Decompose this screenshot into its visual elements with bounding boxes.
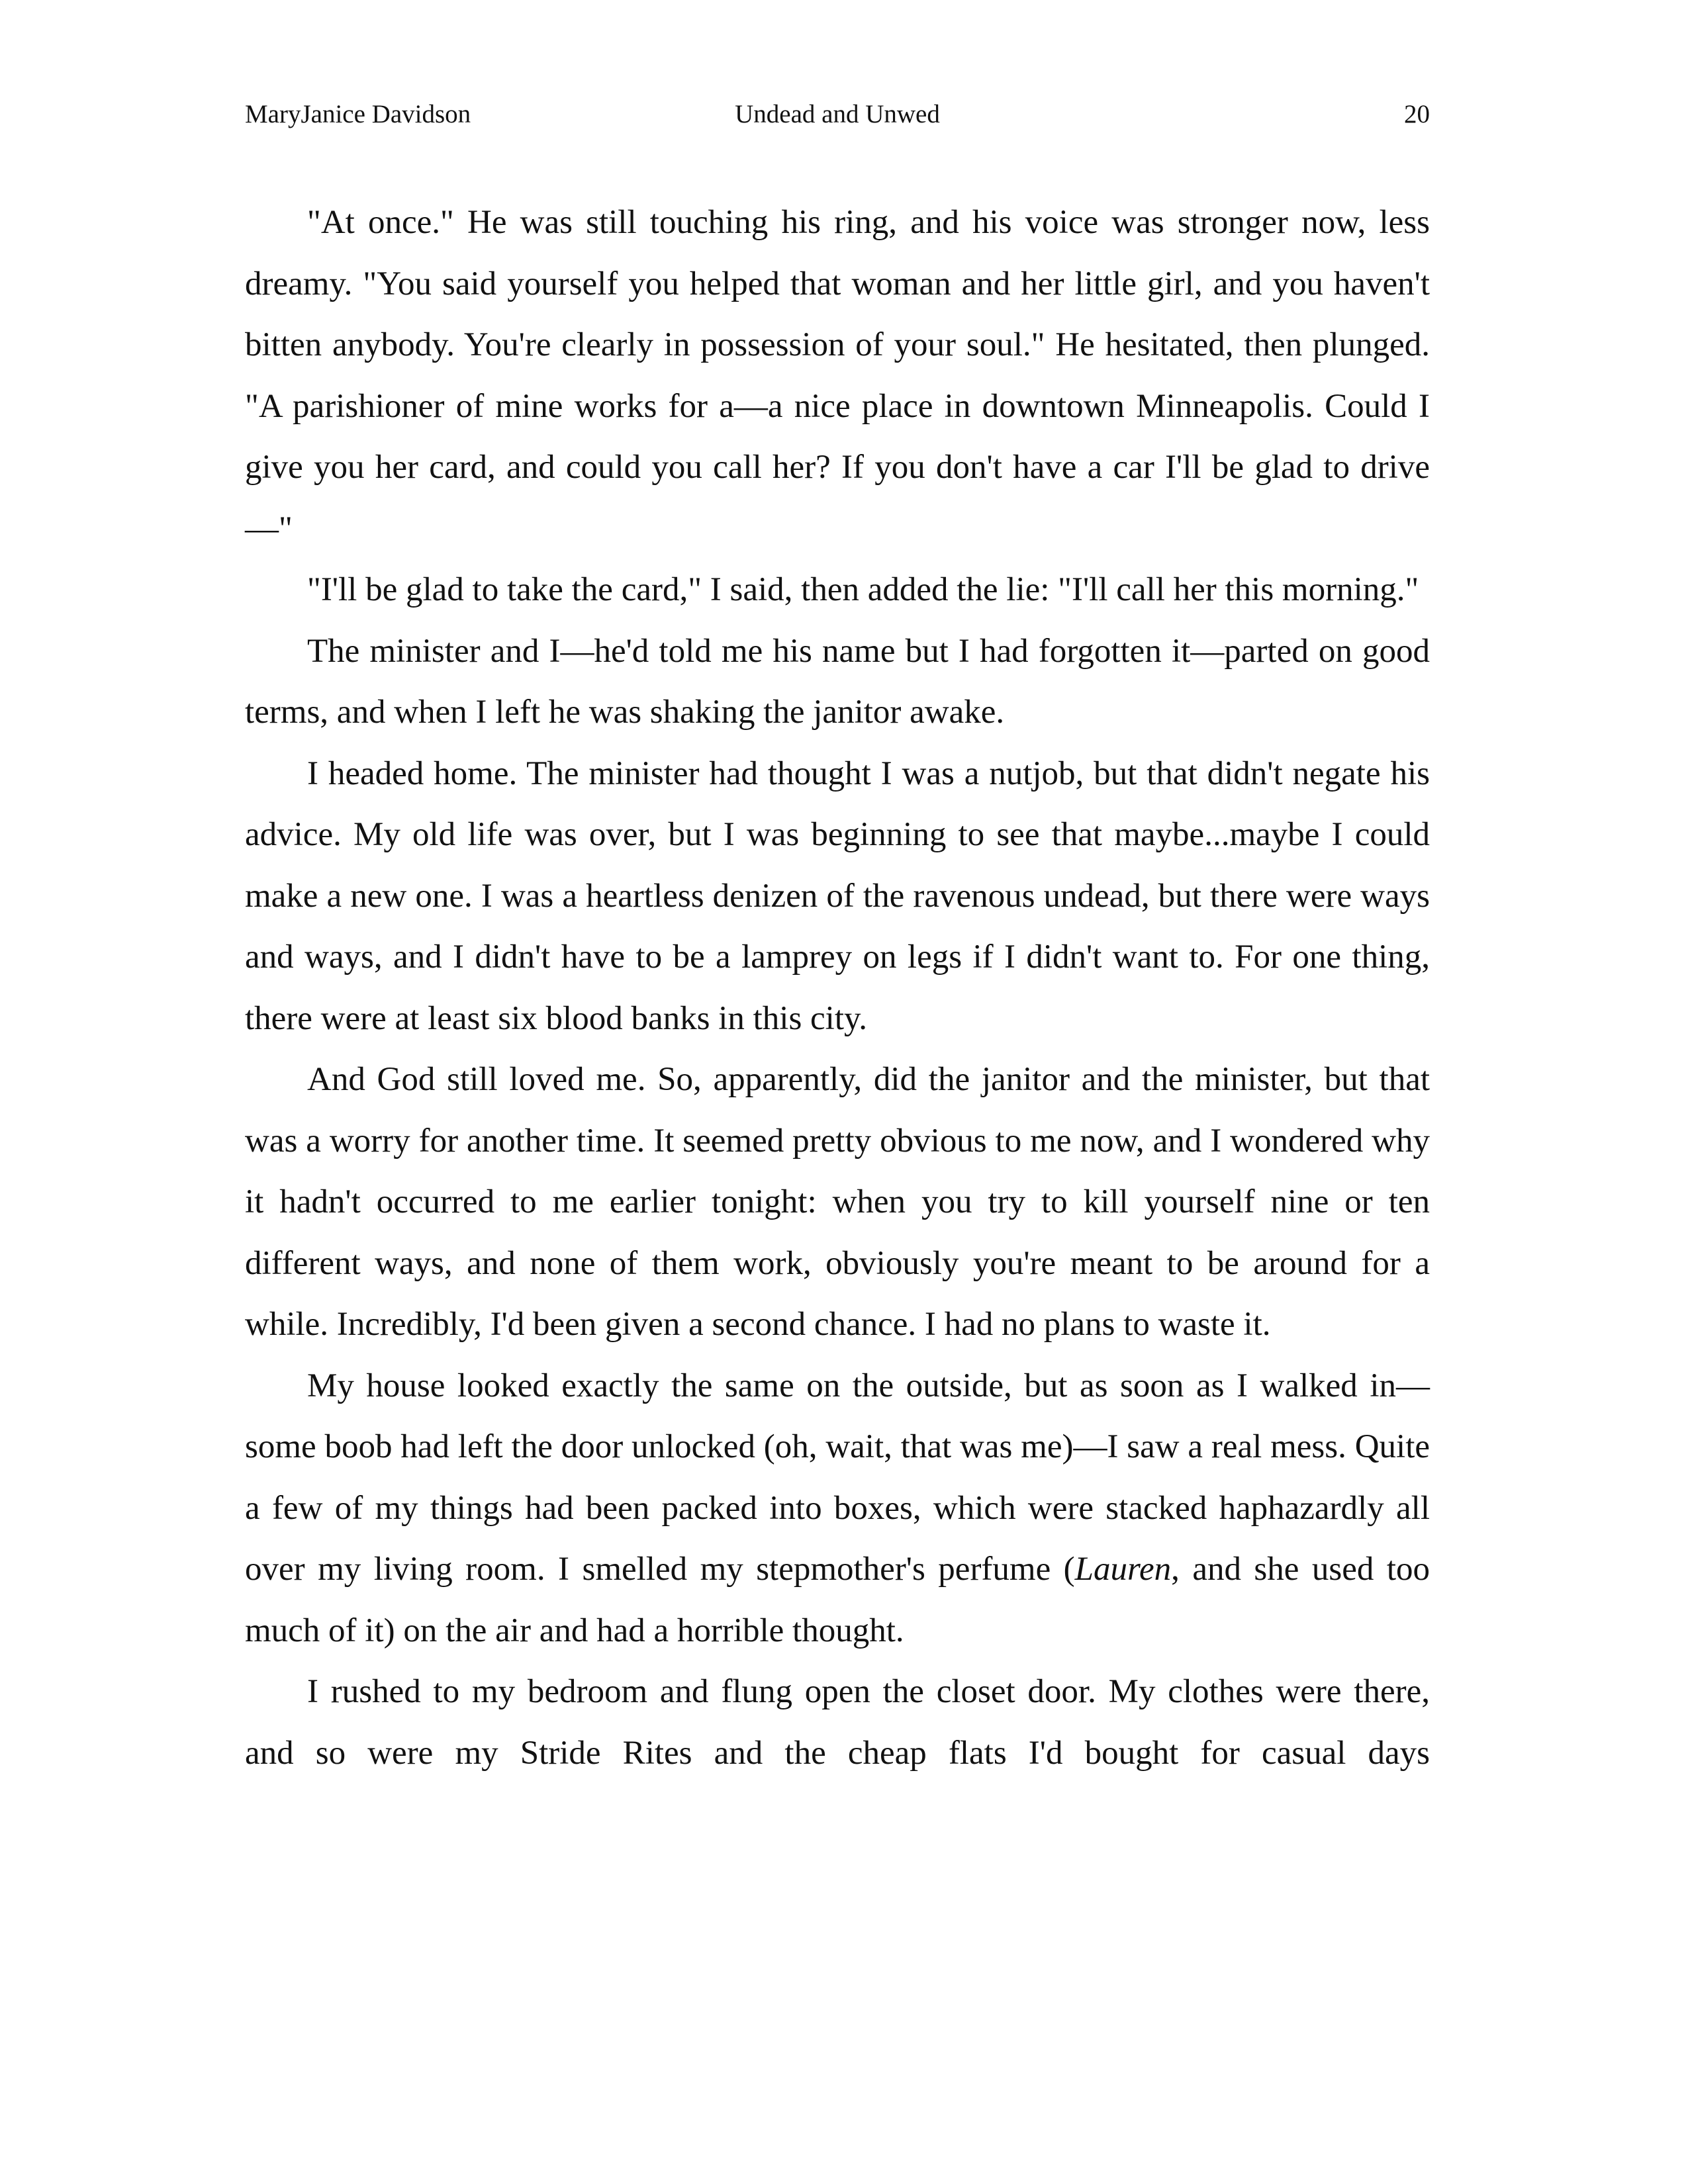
header-page-number: 20 xyxy=(1404,100,1430,128)
paragraph-text: My house looked exactly the same on the outside, but as soon as I walked in—some boob had left the door unlocked (oh, wait, that was me)—I saw a real mess. Quite a few of my things had been packed into boxes, which were stacked haphazardly all over my living room. I smelled my stepmother's perfume ( xyxy=(245,1367,1430,1588)
paragraph xyxy=(245,1355,1430,1662)
paragraph: And God still loved me. So, apparently, did the janitor and the minister, but that was a worry for another time. It seemed pretty obvious to me now, and I wondered why it hadn't occurred to me earlier tonight: when you try to kill yourself nine or ten different ways, and none of them work, obviously you're meant to be around for a while. Incredibly, I'd been given a second chance. I had no plans to waste it. xyxy=(245,1061,1430,1343)
paragraph: The minister and I—he'd told me his name but I had forgotten it—parted on good terms, and when I left he was shaking the janitor awake. xyxy=(245,632,1430,731)
body-text xyxy=(245,192,1430,1784)
paragraph: I headed home. The minister had thought I was a nutjob, but that didn't negate his advice. My old life was over, but I was beginning to see that maybe...maybe I could make a new one. I was a heartless denizen of the ravenous undead, but there were ways and ways, and I didn't have to be a lamprey on legs if I didn't want to. For one thing, there were at least six blood banks in this city. xyxy=(245,754,1430,1037)
paragraph: I rushed to my bedroom and flung open the closet door. My clothes were there, and so were my Stride Rites and the cheap flats I'd bought for casual days xyxy=(245,1673,1430,1772)
paragraph: "At once." He was still touching his ring, and his voice was stronger now, less dreamy. "You said yourself you helped that woman and her little girl, and you haven't bitten anybody. You're clearly in possession of your soul." He hesitated, then plunged. "A parishioner of mine works for a—a nice place in downtown Minneapolis. Could I give you her card, and could you call her? If you don't have a car I'll be glad to drive—" xyxy=(245,204,1430,547)
header-book-title: Undead and Unwed xyxy=(735,100,940,128)
paragraph-text: , and she used too much of it) on the air and had a horrible thought. xyxy=(245,1551,1430,1649)
running-header xyxy=(245,98,1430,131)
paragraph: "I'll be glad to take the card," I said, then added the lie: "I'll call her this morning." xyxy=(307,571,1419,608)
italic-name: Lauren xyxy=(1074,1551,1172,1588)
header-author: MaryJanice Davidson xyxy=(245,100,471,128)
